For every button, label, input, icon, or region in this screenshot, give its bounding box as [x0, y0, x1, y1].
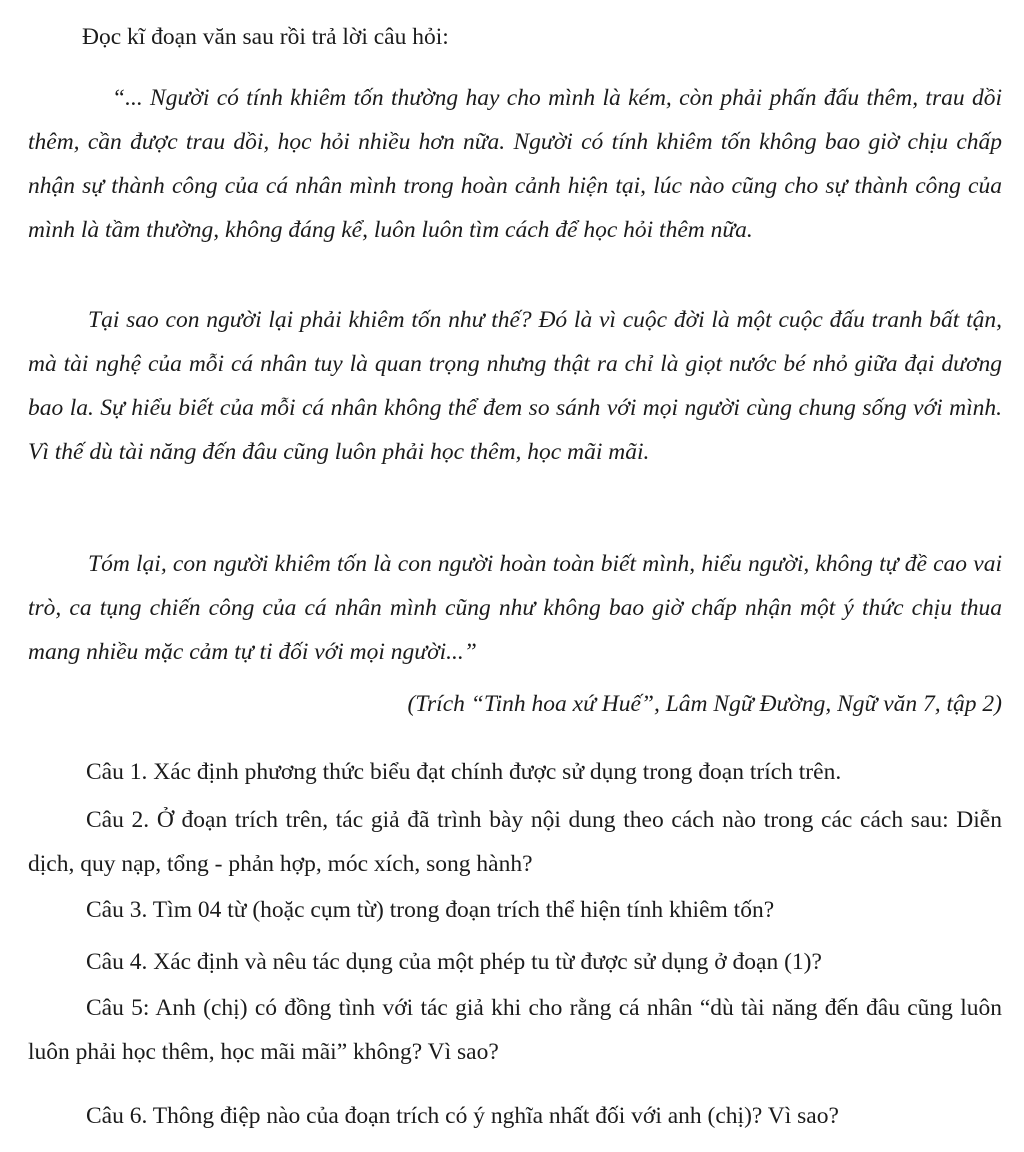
passage-paragraph-3: Tóm lại, con người khiêm tốn là con người hoàn toàn biết mình, hiểu người, không tự đề cao vai trò, ca tụng chiến công của cá nhân mình cũng như không bao giờ chấp nhận một ý thức chịu thua mang nhiều mặc cảm tự ti đối với mọi người...”	[28, 551, 1002, 665]
question-6: Câu 6. Thông điệp nào của đoạn trích có ý nghĩa nhất đối với anh (chị)? Vì sao?	[86, 1103, 839, 1129]
question-4: Câu 4. Xác định và nêu tác dụng của một phép tu từ được sử dụng ở đoạn (1)?	[86, 949, 822, 975]
question-2: Câu 2. Ở đoạn trích trên, tác giả đã trình bày nội dung theo cách nào trong các cách sau: Diễn dịch, quy nạp, tổng - phản hợp, móc xích, song hành?	[28, 807, 1002, 877]
question-1: Câu 1. Xác định phương thức biểu đạt chính được sử dụng trong đoạn trích trên.	[86, 759, 842, 785]
passage-paragraph-2: Tại sao con người lại phải khiêm tốn như thế? Đó là vì cuộc đời là một cuộc đấu tranh bất tận, mà tài nghệ của mỗi cá nhân tuy là quan trọng nhưng thật ra chỉ là giọt nước bé nhỏ giữa đại dương bao la. Sự hiểu biết của mỗi cá nhân không thể đem so sánh với mọi người cùng chung sống với mình. Vì thế dù tài năng đến đâu cũng luôn phải học thêm, học mãi mãi.	[28, 307, 1002, 465]
instruction-heading: Đọc kĩ đoạn văn sau rồi trả lời câu hỏi:	[82, 24, 449, 50]
passage-citation: (Trích “Tinh hoa xứ Huế”, Lâm Ngữ Đường, Ngữ văn 7, tập 2)	[407, 691, 1002, 717]
passage-paragraph-1: “... Người có tính khiêm tốn thường hay cho mình là kém, còn phải phấn đấu thêm, trau dồi thêm, cần được trau dồi, học hỏi nhiều hơn nữa. Người có tính khiêm tốn không bao giờ chịu chấp nhận sự thành công của cá nhân mình trong hoàn cảnh hiện tại, lúc nào cũng cho sự thành công của mình là tầm thường, không đáng kể, luôn luôn tìm cách để học hỏi thêm nữa.	[28, 85, 1002, 243]
question-3: Câu 3. Tìm 04 từ (hoặc cụm từ) trong đoạn trích thể hiện tính khiêm tốn?	[86, 897, 775, 923]
question-5: Câu 5: Anh (chị) có đồng tình với tác giả khi cho rằng cá nhân “dù tài năng đến đâu cũng luôn luôn phải học thêm, học mãi mãi” không? Vì sao?	[28, 995, 1002, 1065]
